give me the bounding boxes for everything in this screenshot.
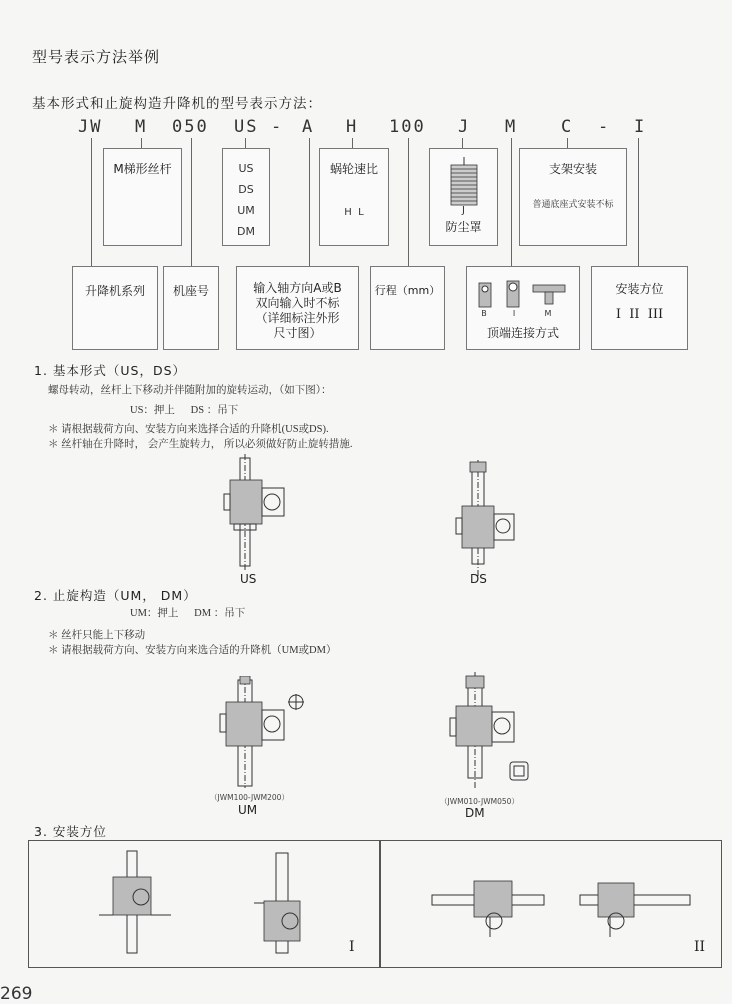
top-code-m: M (544, 309, 552, 318)
top-code-b: B (481, 309, 487, 318)
connector-line (638, 138, 639, 266)
code-h: H (346, 117, 359, 137)
code-m: M (135, 117, 148, 137)
connector-line (191, 138, 192, 266)
box-screw (103, 148, 182, 246)
section1-heading: 1. 基本形式（US，DS） (34, 363, 187, 378)
connector-line (352, 138, 353, 148)
ds-jack-drawing (452, 460, 518, 576)
section2-note-2: ＊ 请根据载荷方向、安装方向来选合适的升降机（UM或DM） (48, 645, 337, 656)
input-line-1: 输入轴方向A或B (253, 281, 342, 295)
fig-um-note: （JWM100-JWM200） (210, 793, 289, 802)
input-line-3: （详细标注外形 (255, 311, 340, 325)
orientation-panel-1 (28, 840, 381, 968)
connector-line (91, 138, 92, 266)
connector-line (309, 138, 310, 266)
orientation-1-jack-b (254, 851, 324, 959)
bracket-note: 普通底座式安装不标 (532, 200, 614, 210)
page-number: 269 (0, 984, 33, 1004)
code-i: I (634, 117, 647, 137)
section1-desc: 螺母转动，丝杆上下移动并伴随附加的旋转运动，（如下图）： (48, 385, 332, 396)
input-line-4: 尺寸图） (273, 326, 322, 340)
fig-dm-note: （JWM010-JWM050） (440, 797, 519, 806)
orientation-panel-2 (379, 840, 722, 968)
fig-us-caption: US (240, 572, 257, 586)
section2-note-1: ＊ 丝杆只能上下移动 (48, 630, 146, 641)
fig-dm-caption: DM (465, 806, 485, 820)
orientation-panel-1-label: I (349, 939, 355, 955)
code-dash2: - (598, 117, 611, 137)
fig-um-caption: UM (238, 803, 258, 817)
top-code-i: I (512, 309, 516, 318)
page-title: 型号表示方法举例 (32, 48, 161, 66)
connector-line (462, 138, 463, 148)
boot-label: 防尘罩 (445, 220, 482, 234)
input-line-2: 双向输入时不标 (255, 296, 340, 310)
um-jack-drawing (218, 676, 312, 788)
orientation-panel-2-label: II (694, 939, 706, 955)
box-top-connection (466, 266, 580, 350)
connector-line (245, 138, 246, 148)
code-dash1: - (271, 117, 284, 137)
code-j: J (458, 117, 471, 137)
section1-note-1: ＊ 请根据载荷方向、安装方向来选择合适的升降机(US或DS). (48, 424, 329, 435)
box-input (236, 266, 359, 350)
series-label: 升降机系列 (84, 284, 145, 298)
form-um: UM (237, 204, 255, 217)
dust-boot-icon (448, 157, 480, 207)
dm-jack-drawing (446, 672, 542, 790)
box-bracket (519, 148, 627, 246)
code-100: 100 (389, 117, 426, 137)
screw-label: M梯形丝杆 (113, 162, 172, 176)
form-dm: DM (237, 225, 255, 238)
code-050: 050 (172, 117, 209, 137)
us-jack-drawing (222, 454, 288, 570)
orientation-label: 安装方位 (615, 282, 664, 296)
connector-line (567, 138, 568, 148)
code-jw: JW (78, 117, 103, 137)
form-us: US (238, 162, 254, 175)
fig-ds-caption: DS (470, 572, 487, 586)
ratio-values: H L (344, 207, 364, 218)
form-ds: DS (238, 183, 254, 196)
section3-heading: 3. 安装方位 (34, 824, 107, 839)
frame-label: 机座号 (172, 284, 209, 298)
ratio-label: 蜗轮速比 (329, 162, 378, 176)
top-label: 顶端连接方式 (486, 326, 559, 340)
section1-note-2: ＊ 丝杆轴在升降时， 会产生旋转力， 所以必须做好防止旋转措施. (48, 439, 353, 450)
bracket-label: 支架安装 (548, 162, 597, 176)
box-series (72, 266, 158, 350)
section2-um-dm: UM：押上 DM ：吊下 (130, 608, 246, 619)
boot-code: J (462, 205, 465, 216)
connector-line (511, 138, 512, 266)
box-boot (429, 148, 498, 246)
orientation-values: I II III (615, 307, 664, 322)
box-form (222, 148, 270, 246)
orientation-2-jack-a (430, 871, 550, 941)
box-orientation (591, 266, 688, 350)
code-a: A (302, 117, 315, 137)
box-ratio (319, 148, 389, 246)
box-frame (163, 266, 219, 350)
orientation-1-jack-a (99, 847, 179, 959)
box-stroke (370, 266, 445, 350)
model-designation-subtitle: 基本形式和止旋构造升降机的型号表示方法： (32, 96, 322, 112)
code-us: US (234, 117, 259, 137)
stroke-label: 行程（mm） (374, 284, 441, 297)
section1-us-ds: US：押上 DS ：吊下 (130, 405, 239, 416)
code-c: C (561, 117, 574, 137)
orientation-2-jack-b (570, 871, 700, 941)
connector-line (408, 138, 409, 266)
connector-line (141, 138, 142, 148)
code-m2: M (505, 117, 518, 137)
section2-heading: 2. 止旋构造（UM， DM） (34, 588, 197, 603)
top-connection-icons (475, 277, 571, 309)
